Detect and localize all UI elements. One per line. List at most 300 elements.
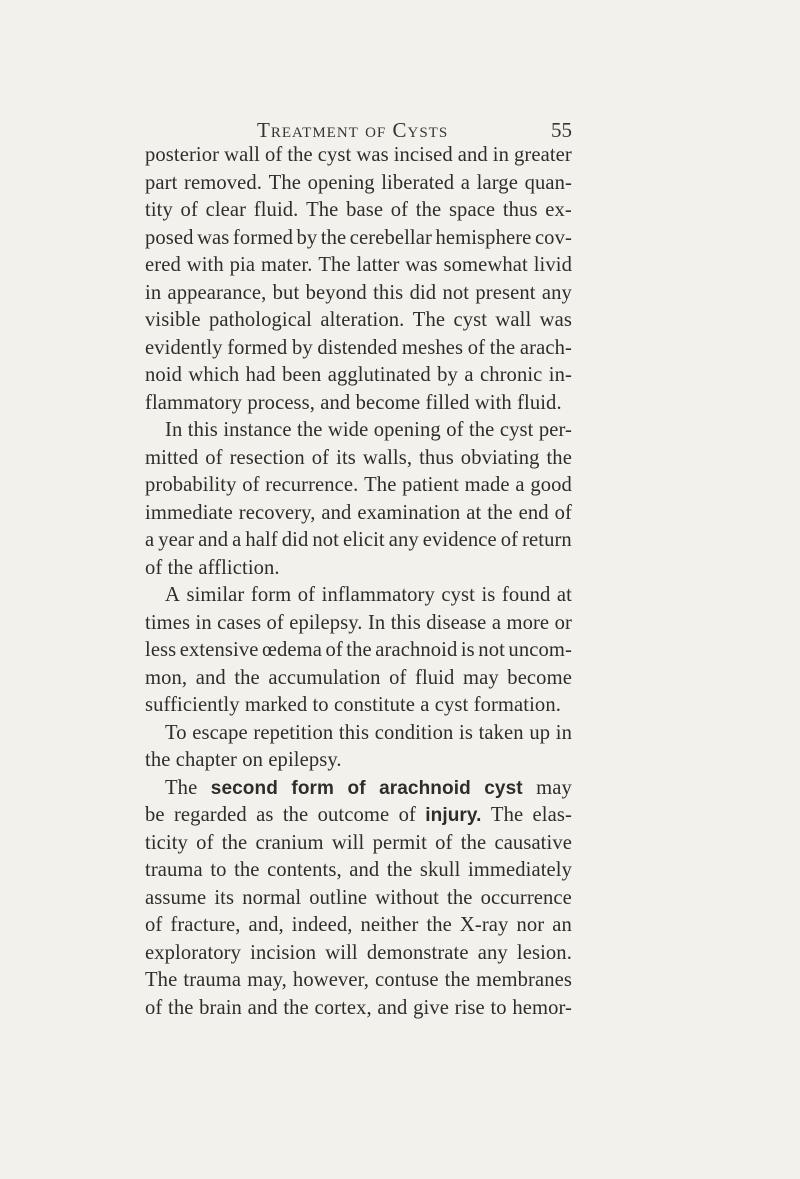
- word: meshes: [401, 336, 464, 359]
- text-line: [145, 252, 572, 280]
- text-line: [145, 417, 572, 445]
- word: inflammatory: [321, 584, 435, 606]
- word: is: [460, 639, 475, 661]
- word: its: [214, 886, 235, 909]
- word: cortex,: [314, 996, 372, 1019]
- word: thus: [419, 446, 454, 469]
- text-line: [145, 610, 572, 638]
- word: To: [165, 721, 187, 744]
- word: contuse: [375, 969, 439, 991]
- word: trauma: [145, 859, 203, 881]
- text-line: [145, 335, 572, 363]
- word: will: [325, 941, 358, 964]
- word: latter: [356, 254, 400, 276]
- word: and: [349, 859, 380, 881]
- word: In: [165, 419, 183, 441]
- word: in: [555, 721, 572, 744]
- word: found: [501, 584, 551, 606]
- text-line: [145, 775, 572, 803]
- word: obviating: [460, 446, 540, 469]
- word: or: [554, 611, 572, 634]
- text-line: [145, 390, 572, 418]
- word: formed: [227, 336, 288, 359]
- word: the: [167, 556, 194, 579]
- word: recovery,: [238, 501, 316, 524]
- word: condition: [374, 721, 454, 744]
- word: œdema: [261, 639, 322, 661]
- word: clear: [205, 199, 247, 221]
- word: X-ray: [459, 914, 509, 936]
- text-line: [145, 280, 572, 308]
- word: return: [522, 529, 572, 551]
- word: The: [145, 969, 178, 991]
- word: may: [462, 666, 499, 689]
- word: evidently: [145, 336, 223, 359]
- word: ticity: [145, 831, 188, 854]
- word: the: [145, 749, 171, 771]
- word: taken: [478, 721, 524, 744]
- text-line: [145, 692, 572, 720]
- word: pathological: [209, 309, 312, 331]
- word: of: [180, 199, 198, 221]
- word: in: [145, 281, 162, 304]
- word: to: [490, 996, 507, 1019]
- word: of: [311, 446, 330, 469]
- word: was: [356, 144, 389, 166]
- word: arach-: [519, 336, 572, 359]
- word: end: [518, 501, 549, 524]
- word: at: [556, 584, 572, 606]
- text-line: [145, 802, 572, 830]
- word: however,: [292, 969, 369, 991]
- word: elas-: [532, 804, 572, 826]
- word: causative: [494, 831, 572, 854]
- word: chronic: [479, 364, 543, 386]
- word: alteration.: [320, 309, 405, 331]
- word: In: [367, 611, 386, 634]
- word: mitted: [145, 446, 199, 469]
- word: by: [296, 226, 318, 249]
- word: and: [457, 144, 488, 166]
- word: evidence: [422, 529, 497, 551]
- word: epilepsy.: [289, 611, 363, 634]
- word: of: [264, 144, 283, 166]
- word: posed: [145, 226, 194, 249]
- bold-word: injury.: [425, 805, 482, 826]
- word: as: [256, 804, 274, 826]
- word: the: [287, 144, 313, 166]
- word: escape: [192, 721, 248, 744]
- word: incision: [250, 941, 317, 964]
- word: elicit: [342, 529, 385, 551]
- word: a: [491, 611, 502, 634]
- word: of: [398, 804, 416, 826]
- word: the: [447, 886, 473, 909]
- word: its: [336, 446, 356, 469]
- word: liberated: [381, 171, 455, 194]
- word: The: [318, 254, 351, 276]
- word: tity: [145, 199, 173, 221]
- word: was: [405, 254, 438, 276]
- word: sufficiently: [145, 694, 240, 716]
- word: be: [145, 804, 165, 826]
- word: on: [242, 749, 264, 771]
- word: is: [459, 721, 473, 744]
- word: will: [331, 831, 365, 854]
- word: opening: [373, 419, 441, 441]
- word: to: [312, 694, 329, 716]
- text-line: [145, 307, 572, 335]
- word: of: [297, 584, 316, 606]
- word: the: [221, 831, 248, 854]
- word: give: [413, 996, 449, 1019]
- word: regarded: [173, 804, 247, 826]
- word: an: [552, 914, 572, 936]
- word: the: [283, 996, 309, 1019]
- word: immediately: [467, 859, 572, 881]
- word: at: [466, 501, 482, 524]
- bold-word: cyst: [484, 777, 523, 799]
- word: trauma: [183, 969, 242, 991]
- word: skull: [419, 859, 461, 881]
- word: probability: [145, 474, 237, 496]
- text-line: [145, 500, 572, 528]
- word: the: [320, 226, 347, 249]
- word: the: [346, 639, 372, 661]
- word: appearance,: [167, 281, 267, 304]
- body-text: [145, 142, 572, 1022]
- word: visible: [145, 309, 201, 331]
- text-line: [145, 362, 572, 390]
- word: part: [145, 171, 178, 194]
- word: times: [145, 611, 191, 634]
- word: of: [389, 666, 407, 689]
- word: by: [437, 364, 458, 386]
- word: the: [297, 419, 323, 441]
- word: posterior: [145, 144, 220, 166]
- word: of: [390, 199, 409, 221]
- word: made: [464, 474, 510, 496]
- word: A: [165, 584, 180, 606]
- word: thus: [502, 199, 538, 221]
- word: filled: [425, 391, 470, 414]
- word: accumulation: [268, 666, 381, 689]
- word: of: [145, 996, 163, 1019]
- word: distended: [317, 336, 398, 359]
- word: of: [205, 446, 223, 469]
- word: been: [282, 364, 322, 386]
- word: of: [435, 831, 453, 854]
- text-line: [145, 637, 572, 665]
- word: removed.: [184, 171, 263, 194]
- text-line: [145, 555, 572, 583]
- word: a: [420, 694, 430, 716]
- word: the: [386, 859, 413, 881]
- word: nor: [516, 914, 545, 936]
- word: patient: [402, 474, 459, 496]
- word: incised: [393, 144, 453, 166]
- word: did: [281, 529, 309, 551]
- word: fluid.: [253, 199, 299, 221]
- word: The: [412, 309, 446, 331]
- word: disease: [426, 611, 487, 634]
- word: of: [196, 831, 214, 854]
- word: fluid.: [517, 391, 562, 414]
- word: and: [247, 996, 278, 1019]
- word: to: [210, 859, 227, 881]
- word: noid: [145, 364, 183, 386]
- word: indeed,: [291, 914, 353, 936]
- word: by: [291, 336, 313, 359]
- word: this: [338, 721, 370, 744]
- word: the: [415, 199, 442, 221]
- word: immediate: [145, 501, 233, 524]
- word: and: [377, 996, 408, 1019]
- word: and,: [248, 914, 284, 936]
- word: livid: [533, 254, 572, 276]
- word: of: [500, 529, 519, 551]
- word: cyst: [499, 419, 534, 441]
- word: and: [198, 529, 229, 551]
- word: affliction.: [198, 556, 280, 579]
- word: walls,: [362, 446, 413, 469]
- word: this: [187, 419, 218, 441]
- word: of: [242, 474, 260, 496]
- word: not: [478, 639, 505, 661]
- word: not: [312, 529, 339, 551]
- word: of: [446, 419, 464, 441]
- word: the: [444, 969, 471, 991]
- word: quan-: [524, 171, 572, 194]
- word: a: [515, 474, 525, 496]
- text-line: [145, 665, 572, 693]
- word: opening: [307, 171, 375, 194]
- word: membranes: [476, 969, 572, 991]
- word: outline: [309, 886, 368, 909]
- word: outcome: [317, 804, 390, 826]
- word: The: [364, 474, 397, 496]
- text-line: [145, 995, 572, 1023]
- text-line: [145, 940, 572, 968]
- word: less: [145, 639, 177, 661]
- word: of: [554, 501, 572, 524]
- word: cerebellar: [349, 226, 432, 249]
- word: similar: [186, 584, 245, 606]
- word: cov-: [534, 226, 572, 249]
- word: any: [541, 281, 572, 304]
- word: this: [373, 281, 404, 304]
- word: neither: [360, 914, 419, 936]
- word: wall: [495, 309, 532, 331]
- word: become: [355, 391, 421, 414]
- word: and: [195, 666, 226, 689]
- text-line: [145, 197, 572, 225]
- bold-word: second: [210, 777, 278, 799]
- word: had: [245, 364, 276, 386]
- word: assume: [145, 886, 207, 909]
- word: The: [165, 776, 198, 799]
- text-line: [145, 857, 572, 885]
- word: in: [195, 611, 212, 634]
- text-line: [145, 747, 572, 775]
- word: rise: [454, 996, 485, 1019]
- word: chapter: [175, 749, 238, 771]
- word: agglutinated: [327, 364, 431, 386]
- word: up: [529, 721, 551, 744]
- word: hemisphere: [435, 226, 532, 249]
- word: and: [321, 501, 352, 524]
- word: the: [487, 501, 513, 524]
- text-line: [145, 225, 572, 253]
- word: more: [506, 611, 550, 634]
- word: and: [320, 391, 351, 414]
- word: the: [282, 804, 309, 826]
- word: ex-: [545, 199, 572, 221]
- word: the: [234, 859, 260, 881]
- word: arachnoid: [375, 639, 458, 661]
- word: somewhat: [443, 254, 528, 276]
- word: epilepsy.: [268, 749, 342, 771]
- word: year: [158, 529, 195, 551]
- text-line: [145, 445, 572, 473]
- word: with: [474, 391, 512, 414]
- word: instance: [223, 419, 292, 441]
- word: is: [481, 584, 496, 606]
- word: become: [507, 666, 572, 689]
- word: any: [477, 941, 508, 964]
- word: mon,: [145, 666, 188, 689]
- word: resection: [229, 446, 305, 469]
- text-line: [145, 967, 572, 995]
- word: a: [145, 529, 155, 551]
- text-line: [145, 885, 572, 913]
- word: formed: [232, 226, 293, 249]
- word: was: [539, 309, 572, 331]
- word: wide: [327, 419, 369, 441]
- word: exploratory: [145, 941, 242, 964]
- word: of: [325, 639, 343, 661]
- word: normal: [242, 886, 302, 909]
- word: marked: [244, 694, 308, 716]
- word: beyond: [305, 281, 367, 304]
- running-head: [145, 118, 572, 142]
- word: the: [460, 831, 487, 854]
- word: present: [475, 281, 536, 304]
- bold-word: arachnoid: [379, 777, 471, 799]
- word: a: [464, 364, 474, 386]
- word: demonstrate: [366, 941, 469, 964]
- text-line: [145, 720, 572, 748]
- word: repetition: [253, 721, 334, 744]
- bold-word: form: [291, 777, 335, 799]
- word: form: [250, 584, 292, 606]
- word: may,: [247, 969, 287, 991]
- word: the: [168, 996, 194, 1019]
- word: mater.: [260, 254, 313, 276]
- word: cranium: [255, 831, 324, 854]
- word: of: [266, 611, 284, 634]
- word: any: [388, 529, 419, 551]
- word: not: [442, 281, 470, 304]
- word: this: [390, 611, 421, 634]
- word: greater: [514, 144, 572, 166]
- word: extensive: [179, 639, 259, 661]
- bold-word: of: [347, 777, 366, 799]
- word: the: [426, 914, 452, 936]
- word: wall: [224, 144, 260, 166]
- word: hemor-: [512, 996, 572, 1019]
- word: uncom-: [508, 639, 572, 661]
- word: formation.: [473, 694, 561, 716]
- word: but: [272, 281, 300, 304]
- word: The: [268, 171, 301, 194]
- word: contents,: [267, 859, 342, 881]
- word: of: [145, 556, 163, 579]
- text-line: [145, 472, 572, 500]
- word: base: [346, 199, 384, 221]
- text-line: [145, 142, 572, 170]
- word: fracture,: [170, 914, 241, 936]
- word: cases: [217, 611, 262, 634]
- running-title: Treatment of Cysts: [257, 118, 449, 142]
- word: which: [188, 364, 240, 386]
- text-line: [145, 582, 572, 610]
- word: process,: [247, 391, 316, 414]
- word: The: [490, 804, 524, 826]
- word: a: [460, 171, 471, 194]
- word: a: [232, 529, 242, 551]
- word: good: [530, 474, 572, 496]
- word: cyst: [453, 309, 488, 331]
- word: brain: [199, 996, 242, 1019]
- word: in-: [548, 364, 572, 386]
- word: was: [197, 226, 230, 249]
- word: examination: [357, 501, 461, 524]
- word: constitute: [333, 694, 416, 716]
- word: recurrence.: [265, 474, 359, 496]
- word: permit: [372, 831, 427, 854]
- word: with: [186, 254, 224, 276]
- text-line: [145, 527, 572, 555]
- word: pia: [229, 254, 256, 276]
- word: cyst: [441, 584, 475, 606]
- word: flammatory: [145, 391, 243, 414]
- word: large: [476, 171, 518, 194]
- text-line: [145, 830, 572, 858]
- word: lesion.: [516, 941, 572, 964]
- text-line: [145, 170, 572, 198]
- word: without: [375, 886, 439, 909]
- word: the: [546, 446, 572, 469]
- word: ered: [145, 254, 181, 276]
- word: fluid: [415, 666, 455, 689]
- word: cyst: [317, 144, 352, 166]
- word: cyst: [434, 694, 469, 716]
- page-number: 55: [551, 118, 572, 142]
- word: half: [245, 529, 278, 551]
- word: per-: [538, 419, 572, 441]
- word: the: [489, 336, 516, 359]
- word: the: [468, 419, 495, 441]
- word: space: [448, 199, 496, 221]
- word: in: [492, 144, 510, 166]
- word: the: [234, 666, 260, 689]
- word: of: [467, 336, 486, 359]
- word: occurrence: [480, 886, 572, 909]
- word: The: [306, 199, 339, 221]
- text-line: [145, 912, 572, 940]
- word: did: [409, 281, 437, 304]
